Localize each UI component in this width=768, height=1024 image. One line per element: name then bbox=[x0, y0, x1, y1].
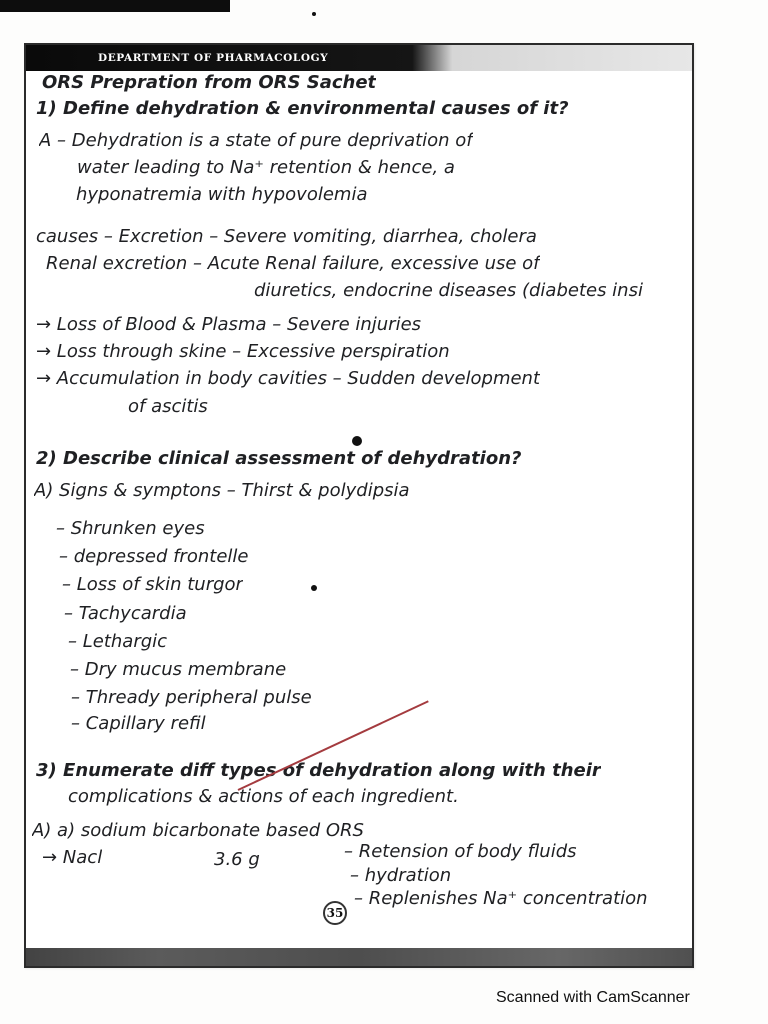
renal-excretion-line-one: Renal excretion – Acute Renal failure, excessive use of bbox=[46, 254, 540, 274]
symptom-lethargic: – Lethargic bbox=[68, 632, 168, 652]
symptom-depressed-fontanelle: – depressed frontelle bbox=[59, 547, 249, 567]
note-title: ORS Prepration from ORS Sachet bbox=[42, 73, 377, 93]
question-one: 1) Define dehydration & environmental causes of it? bbox=[36, 99, 569, 119]
page-footer-band bbox=[26, 948, 692, 966]
loss-skin-line: → Loss through skine – Excessive perspiration bbox=[36, 342, 450, 362]
renal-excretion-line-two: diuretics, endocrine diseases (diabetes insi bbox=[254, 281, 643, 301]
scan-credit: Scanned with CamScanner bbox=[496, 989, 690, 1006]
ink-dot-small bbox=[311, 585, 317, 591]
handwritten-notes bbox=[26, 71, 692, 928]
nacl-amount: 3.6 g bbox=[214, 850, 260, 870]
symptom-shrunken-eyes: – Shrunken eyes bbox=[56, 519, 205, 539]
notebook-page bbox=[24, 43, 694, 968]
nacl-action-sodium: – Replenishes Na⁺ concentration bbox=[354, 889, 648, 909]
nacl-action-retention: – Retension of body fluids bbox=[344, 842, 577, 862]
symptom-loss-skin-turgor: – Loss of skin turgor bbox=[62, 575, 243, 595]
symptom-thready-pulse: – Thready peripheral pulse bbox=[71, 688, 312, 708]
symptom-dry-mucus-membrane: – Dry mucus membrane bbox=[70, 660, 287, 680]
department-header bbox=[26, 45, 692, 71]
question-three-line-one: 3) Enumerate diff types of dehydration along with their bbox=[36, 761, 601, 781]
answer-one-line-two: water leading to Na⁺ retention & hence, a bbox=[77, 158, 455, 178]
answer-two-heading: A) Signs & symptons – Thirst & polydipsia bbox=[34, 481, 410, 501]
department-title: DEPARTMENT OF PHARMACOLOGY bbox=[98, 52, 329, 64]
question-three-line-two: complications & actions of each ingredient. bbox=[68, 787, 459, 807]
scan-dark-corner bbox=[0, 0, 230, 12]
answer-three-heading: A) a) sodium bicarbonate based ORS bbox=[32, 821, 364, 841]
symptom-tachycardia: – Tachycardia bbox=[64, 604, 187, 624]
ink-dot-large bbox=[352, 436, 362, 446]
accumulation-line-one: → Accumulation in body cavities – Sudden development bbox=[36, 369, 541, 389]
answer-one-line-three: hyponatremia with hypovolemia bbox=[76, 185, 368, 205]
page-number-badge: 35 bbox=[323, 901, 347, 925]
answer-one-line-one: A – Dehydration is a state of pure deprivation of bbox=[39, 131, 473, 151]
question-two: 2) Describe clinical assessment of dehydration? bbox=[36, 449, 522, 469]
accumulation-line-two: of ascitis bbox=[128, 397, 208, 417]
loss-blood-line: → Loss of Blood & Plasma – Severe injuries bbox=[36, 315, 422, 335]
scan-dust-dot bbox=[312, 12, 316, 16]
nacl-action-hydration: – hydration bbox=[350, 866, 452, 886]
nacl-label: → Nacl bbox=[42, 848, 103, 868]
causes-line: causes – Excretion – Severe vomiting, diarrhea, cholera bbox=[36, 227, 537, 247]
symptom-capillary-refill: – Capillary refil bbox=[71, 714, 206, 734]
